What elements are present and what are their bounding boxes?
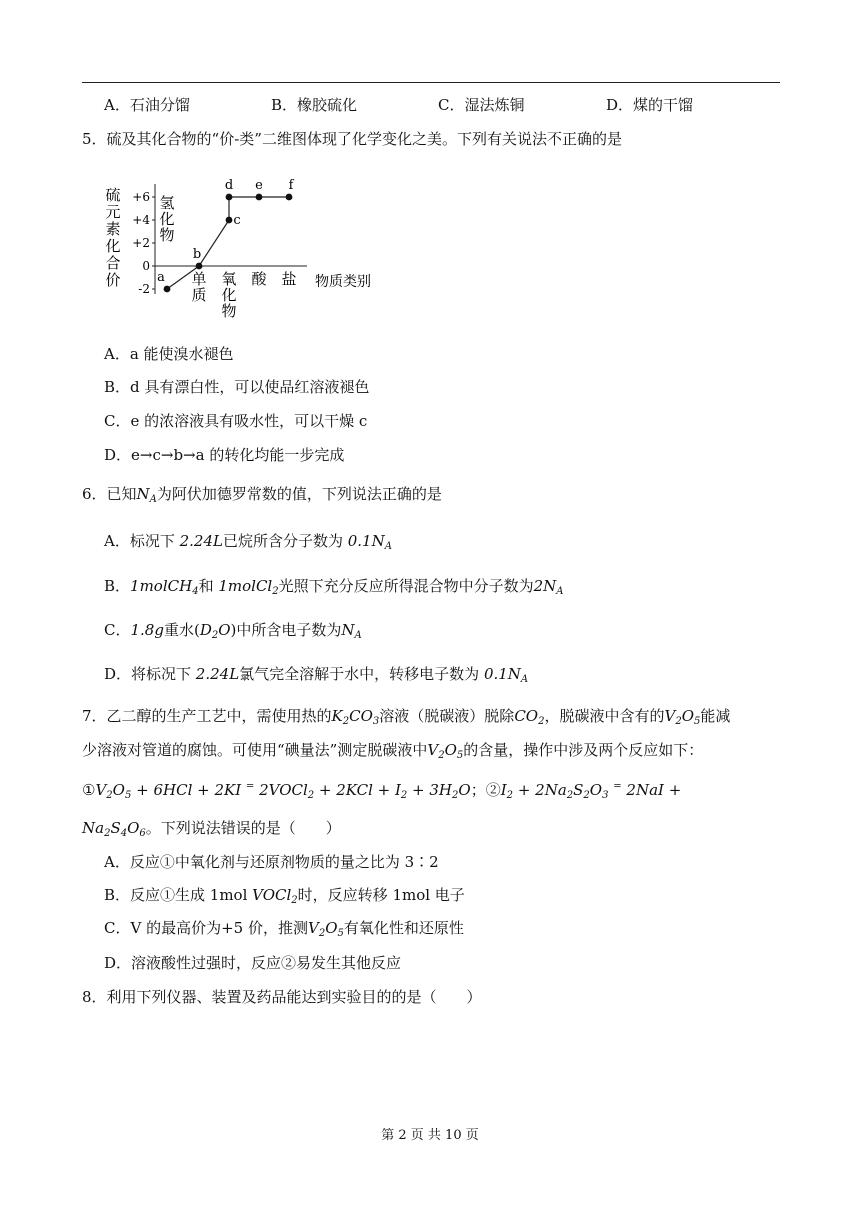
r1-v-sub: 2 <box>106 790 113 801</box>
q6b-ch4-sub: 4 <box>192 586 199 597</box>
na2s4o6-s: S <box>110 819 121 837</box>
k2co3-k: K <box>331 707 343 725</box>
data-point-b <box>196 263 203 270</box>
x-category-char: 盐 <box>281 270 297 288</box>
na-subscript: A <box>149 494 157 505</box>
k2co3-co: CO <box>349 707 373 725</box>
q6b-ch4: 1molCH <box>130 577 193 595</box>
r2-o: O <box>589 781 603 799</box>
q6-stem-text: 为阿伏加德罗常数的值，下列说法正确的是 <box>156 485 442 503</box>
q6a-text2: 已烷所含分子数为 <box>222 532 348 550</box>
y-label-char: 硫 <box>105 186 121 204</box>
v2o5-sub2b: 5 <box>456 750 464 761</box>
r2-s: S <box>573 781 584 799</box>
point-label-b: b <box>192 247 202 262</box>
r1-h: + 3H <box>407 781 453 799</box>
y-axis-label <box>105 186 120 289</box>
r2-i: I <box>500 781 507 799</box>
r1-vocl-sub: 2 <box>307 790 315 801</box>
q6a-volume: 2.24L <box>179 532 223 550</box>
y-tick-label: +2 <box>132 236 150 250</box>
q4-option-c: C．湿法炼铜 <box>438 96 525 114</box>
q7-question: 。下列说法错误的是（ ） <box>145 819 341 837</box>
q4-option-a: A．石油分馏 <box>104 96 190 114</box>
y-tick-label: +4 <box>132 213 150 227</box>
na2s4o6-o: O <box>127 819 140 837</box>
point-label-d: d <box>224 178 234 193</box>
q5-option-d: D．e→c→b→a 的转化均能一步完成 <box>104 446 345 464</box>
q7-line1 <box>82 706 730 732</box>
q7-equation-line4 <box>82 818 341 844</box>
q6c-text1: 重水( <box>163 621 200 639</box>
r2-i-sub: 2 <box>506 790 514 801</box>
q7-option-c <box>104 918 464 944</box>
x-category-char: 酸 <box>251 270 267 288</box>
q6a-text: A．标况下 <box>104 532 180 550</box>
reaction2-marker: ② <box>485 781 501 799</box>
y-axis <box>132 184 155 296</box>
q6c-label: C． <box>104 621 131 639</box>
q7b-vocl: VOCl <box>252 886 292 904</box>
q6c-text2: )中所含电子数为 <box>230 621 342 639</box>
q5-stem: 5．硫及其化合物的“价-类”二维图体现了化学变化之美。下列有关说法不正确的是 <box>82 130 622 148</box>
q5-option-b: B．d 具有漂白性，可以使品红溶液褪色 <box>104 378 370 396</box>
y-tick-label: +6 <box>132 190 150 204</box>
q6-option-d <box>104 664 528 690</box>
r1-o-sub: 5 <box>124 790 132 801</box>
q6a-value: 0.1N <box>347 532 385 550</box>
x-category-char: 氧 <box>221 270 237 288</box>
r2-s-sub: 2 <box>583 790 590 801</box>
x-category-char: 质 <box>191 286 207 304</box>
r1-h-sub: 2 <box>452 790 459 801</box>
q7-text3: ，脱碳液中含有的 <box>544 707 665 725</box>
q7-option-d: D．溶液酸性过强时，反应②易发生其他反应 <box>104 954 402 972</box>
q7c-v: V <box>307 919 319 937</box>
x-category-char: 物 <box>221 302 237 320</box>
point-label-a: a <box>157 270 165 285</box>
r1-i-sub: 2 <box>400 790 408 801</box>
q6-option-c <box>104 620 362 646</box>
q6c-value-sub: A <box>354 630 362 641</box>
co2: CO <box>514 707 539 725</box>
point-label-f: f <box>288 178 294 193</box>
r2-na: + 2Na <box>513 781 567 799</box>
co2-sub: 2 <box>538 716 545 727</box>
q7-equations: $①V_2O_5 + 6HCl + 2KI$ = 2VOCl$_2$ + $2KCl + I_2 + 3H_2O$；$②I_2 + 2Na_2S_2O_3$ = 2NaI + <box>82 781 682 801</box>
valence-class-chart <box>95 170 395 320</box>
y-label-char: 价 <box>105 271 121 289</box>
q6-option-a <box>104 531 392 557</box>
q6d-text2: 氯气完全溶解于水中，转移电子数为 <box>239 665 484 683</box>
v2o5-sub1b: 2 <box>438 750 445 761</box>
q6-option-b <box>104 576 564 602</box>
q6d-value: 0.1N <box>483 665 521 683</box>
v2o5-o: O <box>681 707 695 725</box>
q7-text5: 少溶液对管道的腐蚀。可使用“碘量法”测定脱碳液中 <box>82 741 428 759</box>
na2s4o6-sub3: 6 <box>139 828 146 839</box>
y-tick-label: -2 <box>138 282 150 296</box>
q5-option-c: C．e 的浓溶液具有吸水性，可以干燥 c <box>104 412 368 430</box>
r2-o-sub: 3 <box>602 790 609 801</box>
y-label-char: 素 <box>105 220 121 238</box>
q6a-sub: A <box>384 541 392 552</box>
r2-na-sub: 2 <box>566 790 574 801</box>
r1-kcl-i: + 2KCl + I <box>314 781 401 799</box>
q6d-volume: 2.24L <box>195 665 240 683</box>
v2o5-sub1: 2 <box>675 716 682 727</box>
q6b-cl2: 1molCl <box>218 577 273 595</box>
q4-option-b: B．橡胶硫化 <box>271 96 358 114</box>
data-point-e <box>256 194 263 201</box>
v2o5-v2: V <box>427 741 439 759</box>
q7c-text1: C．V 的最高价为+5 价，推测 <box>104 919 308 937</box>
point-label-e: e <box>255 178 263 193</box>
r1-o: O <box>112 781 125 799</box>
reaction-separator: ； <box>470 781 486 799</box>
q6b-text1: 和 <box>198 577 219 595</box>
q6b-value-sub: A <box>556 586 564 597</box>
na-symbol: N <box>136 485 150 503</box>
q6c-o: O <box>218 621 231 639</box>
q7-option-b <box>104 885 465 911</box>
x-axis <box>155 194 371 320</box>
q7c-text2: 有氧化性和还原性 <box>343 919 464 937</box>
na2s4o6-sub2: 4 <box>120 828 128 839</box>
q6c-d-sub: 2 <box>211 630 219 641</box>
q6b-value: 2N <box>533 577 557 595</box>
q6-number: 6．已知 <box>82 485 137 503</box>
r1-water-o: O <box>458 781 471 799</box>
q6d-text1: D．将标况下 <box>104 665 196 683</box>
q6b-text2: 光照下充分反应所得混合物中分子数为 <box>278 577 534 595</box>
q7-text2: 溶液（脱碳液）脱除 <box>379 707 515 725</box>
q5-option-a: A．a 能使溴水褪色 <box>104 345 234 363</box>
x-axis-label: 物质类别 <box>315 274 371 290</box>
q7-text4: 能减 <box>700 707 731 725</box>
point-label-c: c <box>233 213 241 228</box>
q6b-cl2-sub: 2 <box>272 586 279 597</box>
r1-reactants: + 6HCl + 2KI <box>131 781 246 799</box>
r1-vocl: 2VOCl <box>254 781 308 799</box>
k2co3-sub2: 3 <box>372 716 380 727</box>
q6c-mass: 1.8g <box>130 621 164 639</box>
data-point-d <box>226 194 233 201</box>
r1-v: V <box>95 781 107 799</box>
q7c-o-sub: 5 <box>337 928 344 939</box>
q7c-v-sub: 2 <box>318 928 326 939</box>
q7-option-a: A．反应①中氧化剂与还原剂物质的量之比为 3∶2 <box>104 853 439 871</box>
q7c-o: O <box>325 919 338 937</box>
q6d-value-sub: A <box>520 674 529 685</box>
q7b-vocl-sub: 2 <box>291 895 298 906</box>
page-footer: 第 2 页 共 10 页 <box>381 1128 479 1143</box>
data-point-a <box>164 286 171 293</box>
q6-stem <box>82 484 442 510</box>
x-category-char: 氢 <box>159 194 175 212</box>
reaction1-marker: ① <box>82 781 96 799</box>
x-category-char: 化 <box>221 286 237 304</box>
x-category-char: 物 <box>159 226 175 244</box>
y-label-char: 化 <box>105 237 121 255</box>
q7-text6: 的含量，操作中涉及两个反应如下： <box>463 741 704 759</box>
q6c-d: D <box>199 621 212 639</box>
q8-stem: 8．利用下列仪器、装置及药品能达到实验目的的是（ ） <box>82 988 482 1006</box>
series-line <box>199 220 229 266</box>
v2o5-v: V <box>664 707 676 725</box>
na2s4o6-na: Na <box>82 819 105 837</box>
r2-products: 2NaI + <box>621 781 682 799</box>
v2o5-sub2: 5 <box>694 716 701 727</box>
q7-line2 <box>82 740 703 766</box>
q6b-label: B． <box>104 577 131 595</box>
q6c-value: N <box>341 621 355 639</box>
x-category-char: 化 <box>159 210 175 228</box>
q4-option-d: D．煤的干馏 <box>606 96 694 114</box>
y-label-char: 合 <box>105 254 121 272</box>
y-tick-label: 0 <box>142 259 150 273</box>
data-point-f <box>286 194 293 201</box>
na2s4o6-sub1: 2 <box>104 828 111 839</box>
v2o5-o2: O <box>444 741 457 759</box>
q7-text1: 7．乙二醇的生产工艺中，需使用热的 <box>82 707 332 725</box>
k2co3-sub1: 2 <box>342 716 350 727</box>
q7b-text2: 时，反应转移 1mol 电子 <box>297 886 465 904</box>
q7b-text1: B．反应①生成 1mol <box>104 886 253 904</box>
data-point-c <box>226 217 233 224</box>
header-rule <box>82 82 780 83</box>
x-category-char: 单 <box>191 270 207 288</box>
y-label-char: 元 <box>105 203 121 221</box>
